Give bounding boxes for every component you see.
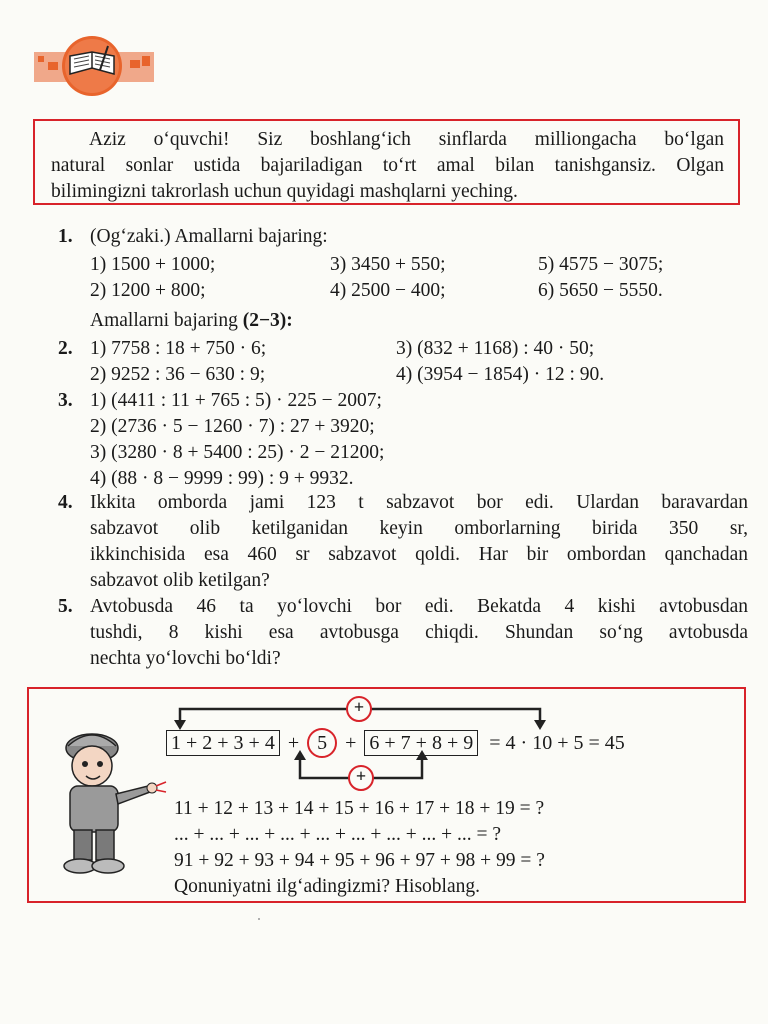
left-group: 1 + 2 + 3 + 4 (166, 730, 280, 756)
heading-range: (2−3): (242, 310, 293, 331)
middle-number: 5 (307, 728, 337, 758)
problem-text (90, 490, 748, 594)
exercise-number: 1. (58, 226, 73, 247)
intro-box (33, 119, 740, 205)
problem-line: sabzavot olib ketilganidan keyin omborlarning birida 350 sr, (90, 518, 748, 539)
expression: 1) 1500 + 1000; (90, 254, 216, 275)
plus-sign-bottom: + (355, 766, 367, 786)
expression: 2) 9252 : 36 − 630 : 9; (90, 364, 266, 385)
right-group: 6 + 7 + 8 + 9 (364, 730, 478, 756)
expression: 4) (88 · 8 − 9999 : 99) : 9 + 9932. (90, 468, 354, 489)
problem-line: sabzavot olib ketilgan? (90, 570, 270, 591)
problem-line: nechta yo‘lovchi bo‘ldi? (90, 648, 281, 669)
intro-line-1: Aziz o‘quvchi! Siz boshlang‘ich sinflarda milliongacha bo‘lgan (89, 129, 724, 150)
expression: 3) 3450 + 550; (330, 254, 446, 275)
intro-line-3: bilimingizni takrorlash uchun quyidagi mashqlarni yeching. (51, 181, 518, 202)
problem-line: ikkinchisida esa 460 sr sabzavot qoldi. Har bir ombordan qanchadan (90, 544, 748, 565)
operator: + (345, 732, 357, 754)
expression: 6) 5650 − 5550. (538, 280, 663, 301)
grouping-equation (166, 728, 625, 758)
equation-result: = 4 · 10 + 5 = 45 (489, 732, 625, 754)
book-logo-icon (34, 34, 154, 98)
exercise-number: 4. (58, 492, 73, 513)
operator: + (287, 732, 300, 754)
problem-line: Avtobusda 46 ta yo‘lovchi bor edi. Bekatda 4 kishi avtobusdan (90, 596, 748, 617)
expression: 3) (832 + 1168) : 40 · 50; (396, 338, 595, 359)
exercise-title: (Og‘zaki.) Amallarni bajaring: (90, 226, 328, 247)
expression: 5) 4575 − 3075; (538, 254, 664, 275)
heading-line (90, 308, 293, 334)
intro-line-2: natural sonlar ustida bajariladigan to‘rt amal bilan tanishgansiz. Olgan (51, 155, 724, 176)
expression: 4) 2500 − 400; (330, 280, 446, 301)
expression: 2) 1200 + 800; (90, 280, 206, 301)
problem-text (90, 594, 748, 672)
speck (258, 918, 260, 920)
heading-text: Amallarni bajaring (90, 310, 243, 331)
intro-text (51, 127, 724, 153)
boy-pointing-illustration (50, 720, 170, 880)
exercise-number: 5. (58, 596, 73, 617)
task-line: ... + ... + ... + ... + ... + ... + ... + ... + ... = ? (174, 824, 502, 845)
task-line: Qonuniyatni ilg‘adingizmi? Hisoblang. (174, 876, 480, 897)
exercise-number: 3. (58, 390, 73, 411)
expression: 3) (3280 · 8 + 5400 : 25) · 2 − 21200; (90, 442, 385, 463)
expression: 1) 7758 : 18 + 750 · 6; (90, 338, 267, 359)
exercise-number: 2. (58, 338, 73, 359)
task-line: 91 + 92 + 93 + 94 + 95 + 96 + 97 + 98 + 99 = ? (174, 850, 545, 871)
problem-line: Ikkita omborda jami 123 t sabzavot bor edi. Ulardan baravardan (90, 492, 748, 513)
problem-line: tushdi, 8 kishi esa avtobusga chiqdi. Shundan so‘ng avtobusda (90, 622, 748, 643)
expression: 4) (3954 − 1854) · 12 : 90. (396, 364, 605, 385)
expression: 1) (4411 : 11 + 765 : 5) · 225 − 2007; (90, 390, 382, 411)
plus-sign-top: + (353, 697, 365, 717)
task-line: 11 + 12 + 13 + 14 + 15 + 16 + 17 + 18 + 19 = ? (174, 798, 545, 819)
expression: 2) (2736 · 5 − 1260 · 7) : 27 + 3920; (90, 416, 375, 437)
